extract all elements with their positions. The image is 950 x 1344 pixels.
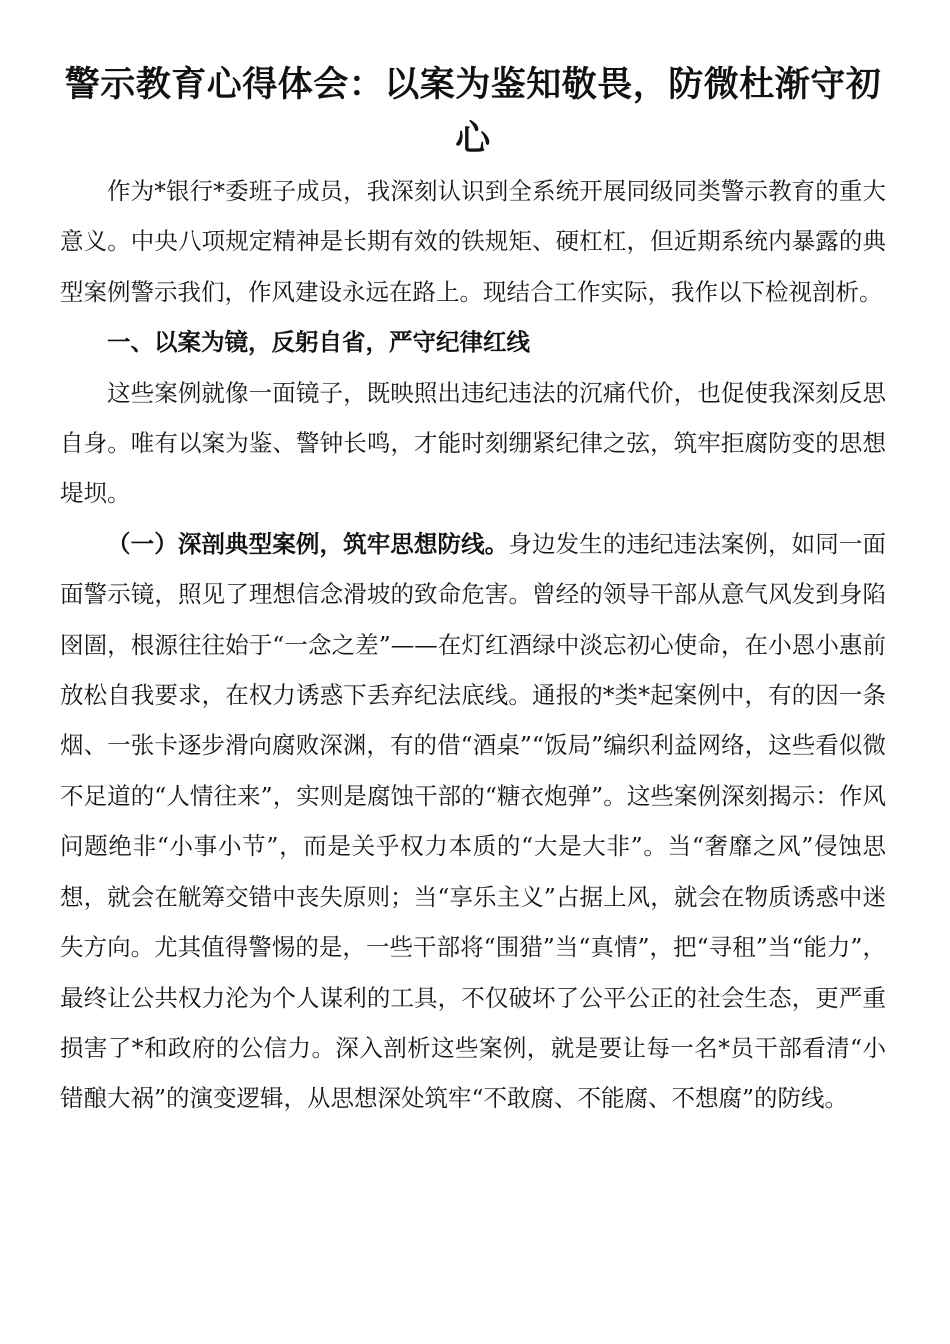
section-1-summary-paragraph: 这些案例就像一面镜子，既映照出违纪违法的沉痛代价，也促使我深刻反思自身。唯有以案为鉴、警钟长鸣，才能时刻绷紧纪律之弦，筑牢拒腐防变的思想堤坝。 <box>60 378 886 508</box>
intro-paragraph: 作为*银行*委班子成员，我深刻认识到全系统开展同级同类警示教育的重大意义。中央八项规定精神是长期有效的铁规矩、硬杠杠，但近期系统内暴露的典型案例警示我们，作风建设永远在路上。现结合工作实际，我作以下检视剖析。 <box>60 177 886 306</box>
document-title: 警示教育心得体会：以案为鉴知敬畏，防微杜渐守初心 <box>64 65 882 159</box>
subsection-1-paragraph <box>60 519 886 1124</box>
subsection-1-lead: （一）深剖典型案例，筑牢思想防线。 <box>107 529 509 558</box>
subsection-1-body: 身边发生的违纪违法案例，如同一面面警示镜，照见了理想信念滑坡的致命危害。曾经的领导干部从意气风发到身陷囹圄，根源往往始于“一念之差”——在灯红酒绿中淡忘初心使命，在小恩小惠前放松自我要求，在权力诱惑下丢弃纪法底线。通报的*类*起案例中，有的因一条烟、一张卡逐步滑向腐败深渊，有的借“酒桌”“饭局”编织利益网络，这些看似微不足道的“人情往来”，实则是腐蚀干部的“糖衣炮弹”。这些案例深刻揭示：作风问题绝非“小事小节”，而是关乎权力本质的“大是大非”。当“奢靡之风”侵蚀思想，就会在觥筹交错中丧失原则；当“享乐主义”占据上风，就会在物质诱惑中迷失方向。尤其值得警惕的是，一些干部将“围猎”当“真情”，把“寻租”当“能力”，最终让公共权力沦为个人谋利的工具，不仅破坏了公平公正的社会生态，更严重损害了*和政府的公信力。深入剖析这些案例，就是要让每一名*员干部看清“小错酿大祸”的演变逻辑，从思想深处筑牢“不敢腐、不能腐、不想腐”的防线。 <box>60 529 886 1113</box>
section-heading-1: 一、以案为镜，反躬自省，严守纪律红线 <box>107 328 530 357</box>
